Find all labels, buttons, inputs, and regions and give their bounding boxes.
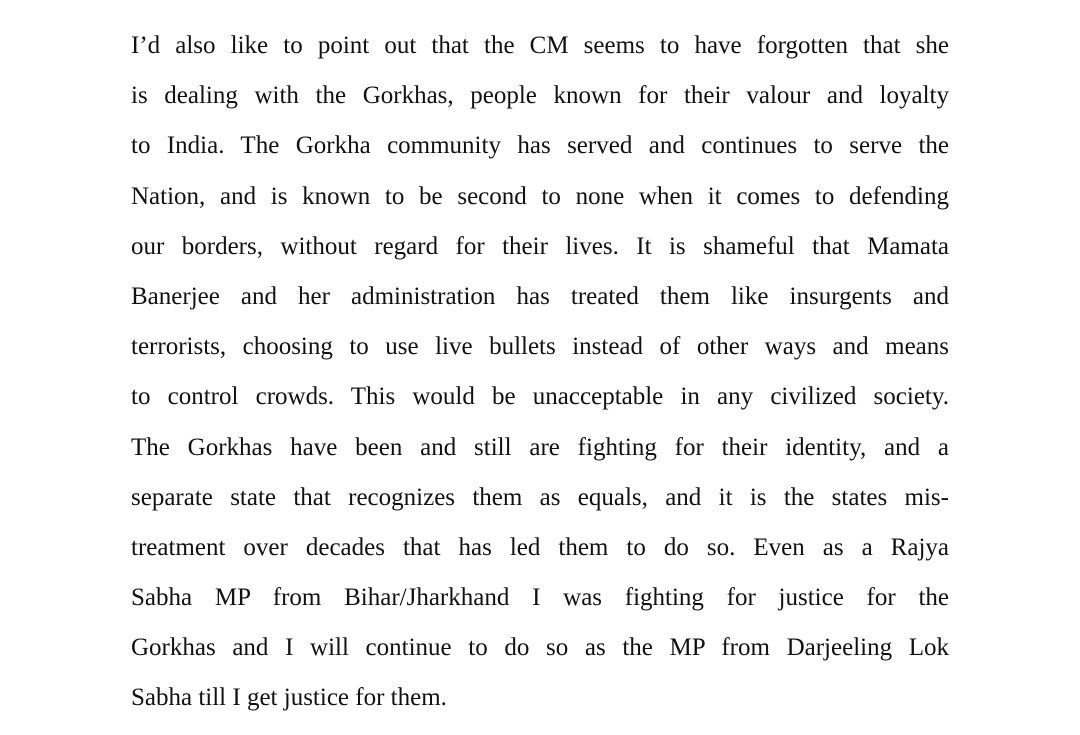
paragraph-line-8: to control crowds. This would be unacceptable in any civilized society. xyxy=(131,383,949,411)
paragraph-line-3: to India. The Gorkha community has served and continues to serve the xyxy=(131,132,949,160)
paragraph-line-4: Nation, and is known to be second to none when it comes to defending xyxy=(131,182,949,210)
paragraph-line-6: Banerjee and her administration has treated them like insurgents and xyxy=(131,282,949,310)
paragraph-line-5: our borders, without regard for their lives. It is shameful that Mamata xyxy=(131,232,949,260)
paragraph-line-1: I’d also like to point out that the CM seems to have forgotten that she xyxy=(131,32,949,59)
paragraph-line-13: Gorkhas and I will continue to do so as the MP from Darjeeling Lok xyxy=(131,634,949,662)
paragraph-line-10: separate state that recognizes them as equals, and it is the states mis- xyxy=(131,483,949,511)
paragraph-line-12: Sabha MP from Bihar/Jharkhand I was fighting for justice for the xyxy=(131,584,949,612)
paragraph-line-11: treatment over decades that has led them to do so. Even as a Rajya xyxy=(131,533,949,561)
paragraph-line-9: The Gorkhas have been and still are fighting for their identity, and a xyxy=(131,433,949,461)
statement-paragraph xyxy=(131,21,949,724)
paragraph-line-14: Sabha till I get justice for them. xyxy=(131,684,447,712)
paragraph-line-7: terrorists, choosing to use live bullets instead of other ways and means xyxy=(131,333,949,361)
paragraph-line-2: is dealing with the Gorkhas, people known for their valour and loyalty xyxy=(131,82,949,110)
